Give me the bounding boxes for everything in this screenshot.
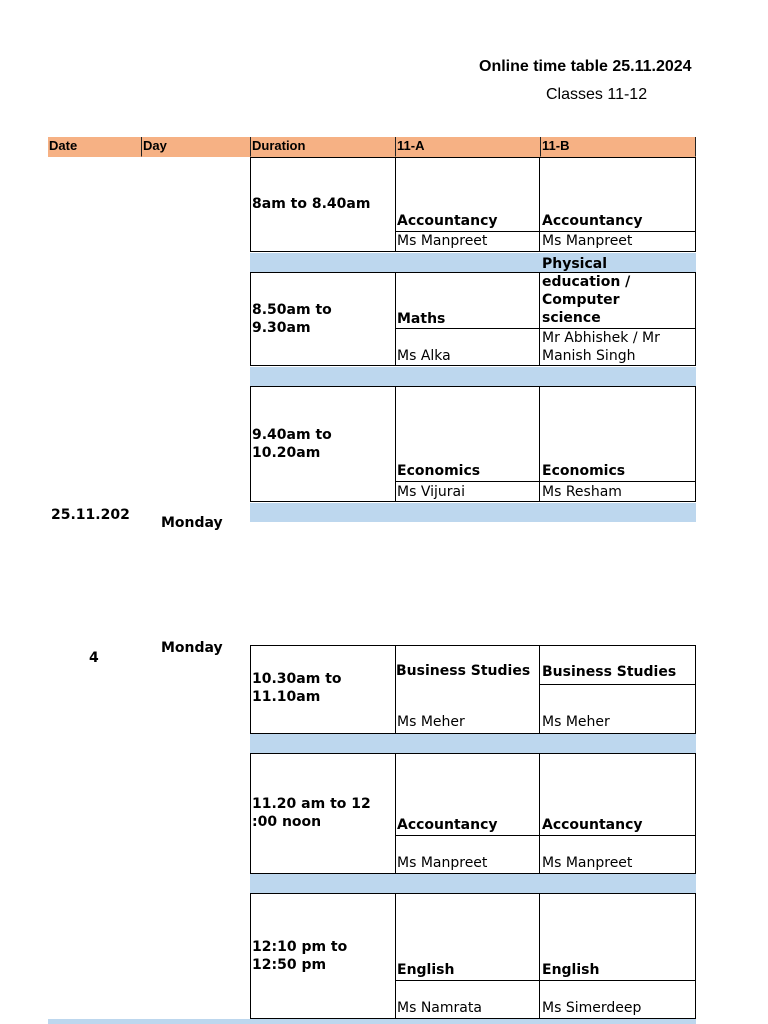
teacher-cell-11a: Ms Meher	[397, 714, 465, 730]
row-separator	[395, 835, 696, 836]
title-clip	[470, 56, 696, 82]
break-band	[250, 734, 696, 753]
day-text-bottom: Monday	[161, 640, 223, 656]
break-band	[250, 503, 696, 522]
duration-cell: 8am to 8.40am	[252, 196, 371, 212]
teacher-cell-11a: Ms Vijurai	[397, 484, 465, 500]
row-separator	[395, 481, 696, 482]
duration-cell: 9.40am to 10.20am	[252, 427, 332, 461]
day-text-top: Monday	[161, 515, 223, 531]
subject-cell-11b: Physical education / Computer science	[542, 256, 631, 326]
header-class-11a: 11-A	[395, 137, 540, 157]
divider	[539, 893, 540, 1019]
teacher-cell-11b: Ms Simerdeep	[542, 1000, 642, 1016]
subject-cell-11a: Economics	[397, 463, 481, 479]
divider	[539, 157, 540, 252]
teacher-cell-11b: Mr Abhishek / Mr Manish Singh	[542, 330, 660, 364]
divider	[539, 753, 540, 874]
teacher-cell-11a: Ms Alka	[397, 348, 451, 364]
date-cell-top	[48, 506, 141, 522]
row-separator	[395, 980, 696, 981]
duration-cell: 11.20 am to 12 :00 noon	[252, 796, 371, 830]
subject-cell-11a: Business Studies	[396, 663, 531, 679]
header-duration: Duration	[250, 137, 395, 157]
teacher-cell-11a: Ms Manpreet	[397, 855, 488, 871]
duration-cell: 12:10 pm to 12:50 pm	[252, 939, 348, 973]
row-separator	[540, 684, 696, 685]
subject-clip-11a	[396, 662, 539, 682]
break-band	[48, 1019, 696, 1024]
divider	[539, 645, 540, 734]
subject-cell-11a: Accountancy	[397, 817, 498, 833]
divider	[539, 272, 540, 366]
subject-cell-11a: Accountancy	[397, 213, 498, 229]
date-text-top: 25.11.202	[51, 507, 130, 523]
subject-cell-11b: Accountancy	[542, 817, 643, 833]
teacher-cell-11b: Ms Manpreet	[542, 233, 633, 249]
date-text-bottom: 4	[89, 650, 99, 666]
teacher-cell-11a: Ms Manpreet	[397, 233, 488, 249]
break-band	[250, 367, 696, 386]
day-cell-bottom	[141, 640, 250, 659]
subject-cell-11b: Economics	[542, 463, 626, 479]
break-band	[250, 874, 696, 893]
divider	[539, 386, 540, 502]
header-date: Date	[48, 137, 141, 157]
teacher-cell-11b: Ms Manpreet	[542, 855, 633, 871]
teacher-cell-11b: Ms Resham	[542, 484, 622, 500]
header-day: Day	[141, 137, 250, 157]
page-title: Online time table 25.11.2024	[479, 58, 692, 75]
teacher-cell-11a: Ms Namrata	[397, 1000, 482, 1016]
page-subtitle: Classes 11-12	[546, 86, 648, 103]
subject-cell-11b: Accountancy	[542, 213, 643, 229]
duration-cell: 10.30am to 11.10am	[252, 671, 342, 705]
day-cell-top	[141, 512, 250, 531]
duration-cell: 8.50am to 9.30am	[252, 302, 332, 336]
subject-cell-11a: English	[397, 962, 455, 978]
subject-cell-11b: Business Studies	[542, 664, 677, 680]
header-class-11b: 11-B	[540, 137, 696, 157]
subject-cell-11b: English	[542, 962, 600, 978]
subject-cell-11a: Maths	[397, 311, 446, 327]
teacher-cell-11b: Ms Meher	[542, 714, 610, 730]
